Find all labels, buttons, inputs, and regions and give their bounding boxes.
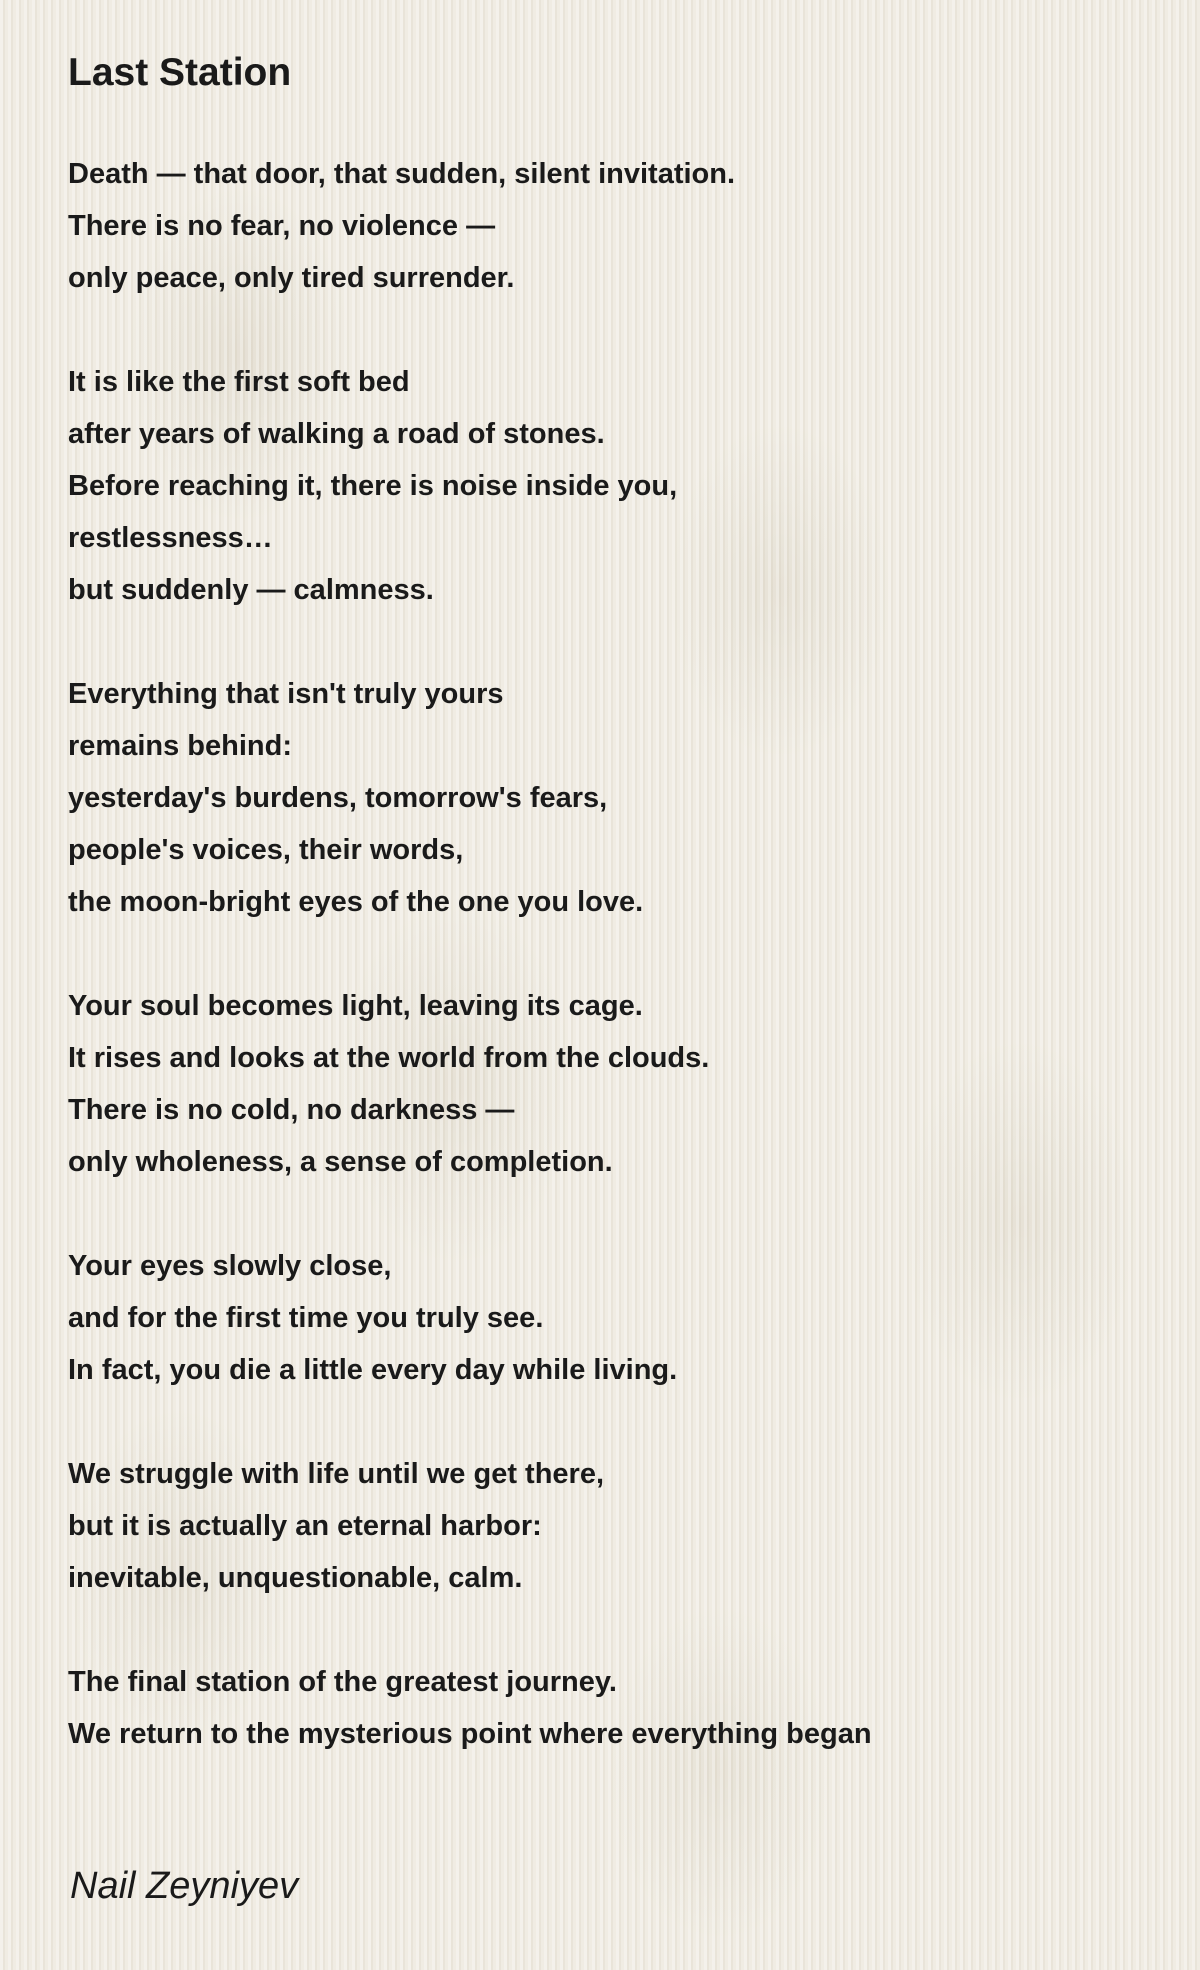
poem-line: It is like the first soft bed — [68, 366, 410, 398]
poem-line: remains behind: — [68, 730, 292, 762]
poem-line: the moon-bright eyes of the one you love. — [68, 886, 644, 918]
stanza-7 — [68, 1656, 1148, 1760]
poem-line: Your eyes slowly close, — [68, 1250, 392, 1282]
poem-line: after years of walking a road of stones. — [68, 418, 605, 450]
stanza-3 — [68, 668, 1148, 928]
poem-line: but suddenly — calmness. — [68, 574, 434, 606]
poem-line: inevitable, unquestionable, calm. — [68, 1562, 523, 1594]
poem-line: It rises and looks at the world from the clouds. — [68, 1042, 710, 1074]
poem-line: In fact, you die a little every day while living. — [68, 1354, 678, 1386]
poem-line: only wholeness, a sense of completion. — [68, 1146, 613, 1178]
poem-line: Before reaching it, there is noise inside you, — [68, 470, 678, 502]
poem-line: people's voices, their words, — [68, 834, 464, 866]
poem-line: The final station of the greatest journey. — [68, 1666, 617, 1698]
poem-line: There is no cold, no darkness — — [68, 1094, 515, 1126]
stanza-5 — [68, 1240, 1148, 1396]
poem-line: We struggle with life until we get there, — [68, 1458, 605, 1490]
poem-line: Death — that door, that sudden, silent invitation. — [68, 158, 736, 190]
poem-line: yesterday's burdens, tomorrow's fears, — [68, 782, 608, 814]
poem-author: Nail Zeyniyev — [70, 1865, 299, 1907]
poem-title: Last Station — [68, 51, 292, 94]
poem-line: restlessness… — [68, 522, 273, 554]
poem-line: Your soul becomes light, leaving its cage. — [68, 990, 643, 1022]
poem-line: There is no fear, no violence — — [68, 210, 496, 242]
poem-line: Everything that isn't truly yours — [68, 678, 504, 710]
poem-line: only peace, only tired surrender. — [68, 262, 515, 294]
stanza-2 — [68, 356, 1148, 616]
poem-line: and for the first time you truly see. — [68, 1302, 544, 1334]
stanza-6 — [68, 1448, 1148, 1604]
poem-body — [68, 148, 1148, 1812]
poem-line: We return to the mysterious point where everything began — [68, 1718, 872, 1750]
poem-line: but it is actually an eternal harbor: — [68, 1510, 542, 1542]
stanza-1 — [68, 148, 1148, 304]
stanza-4 — [68, 980, 1148, 1188]
